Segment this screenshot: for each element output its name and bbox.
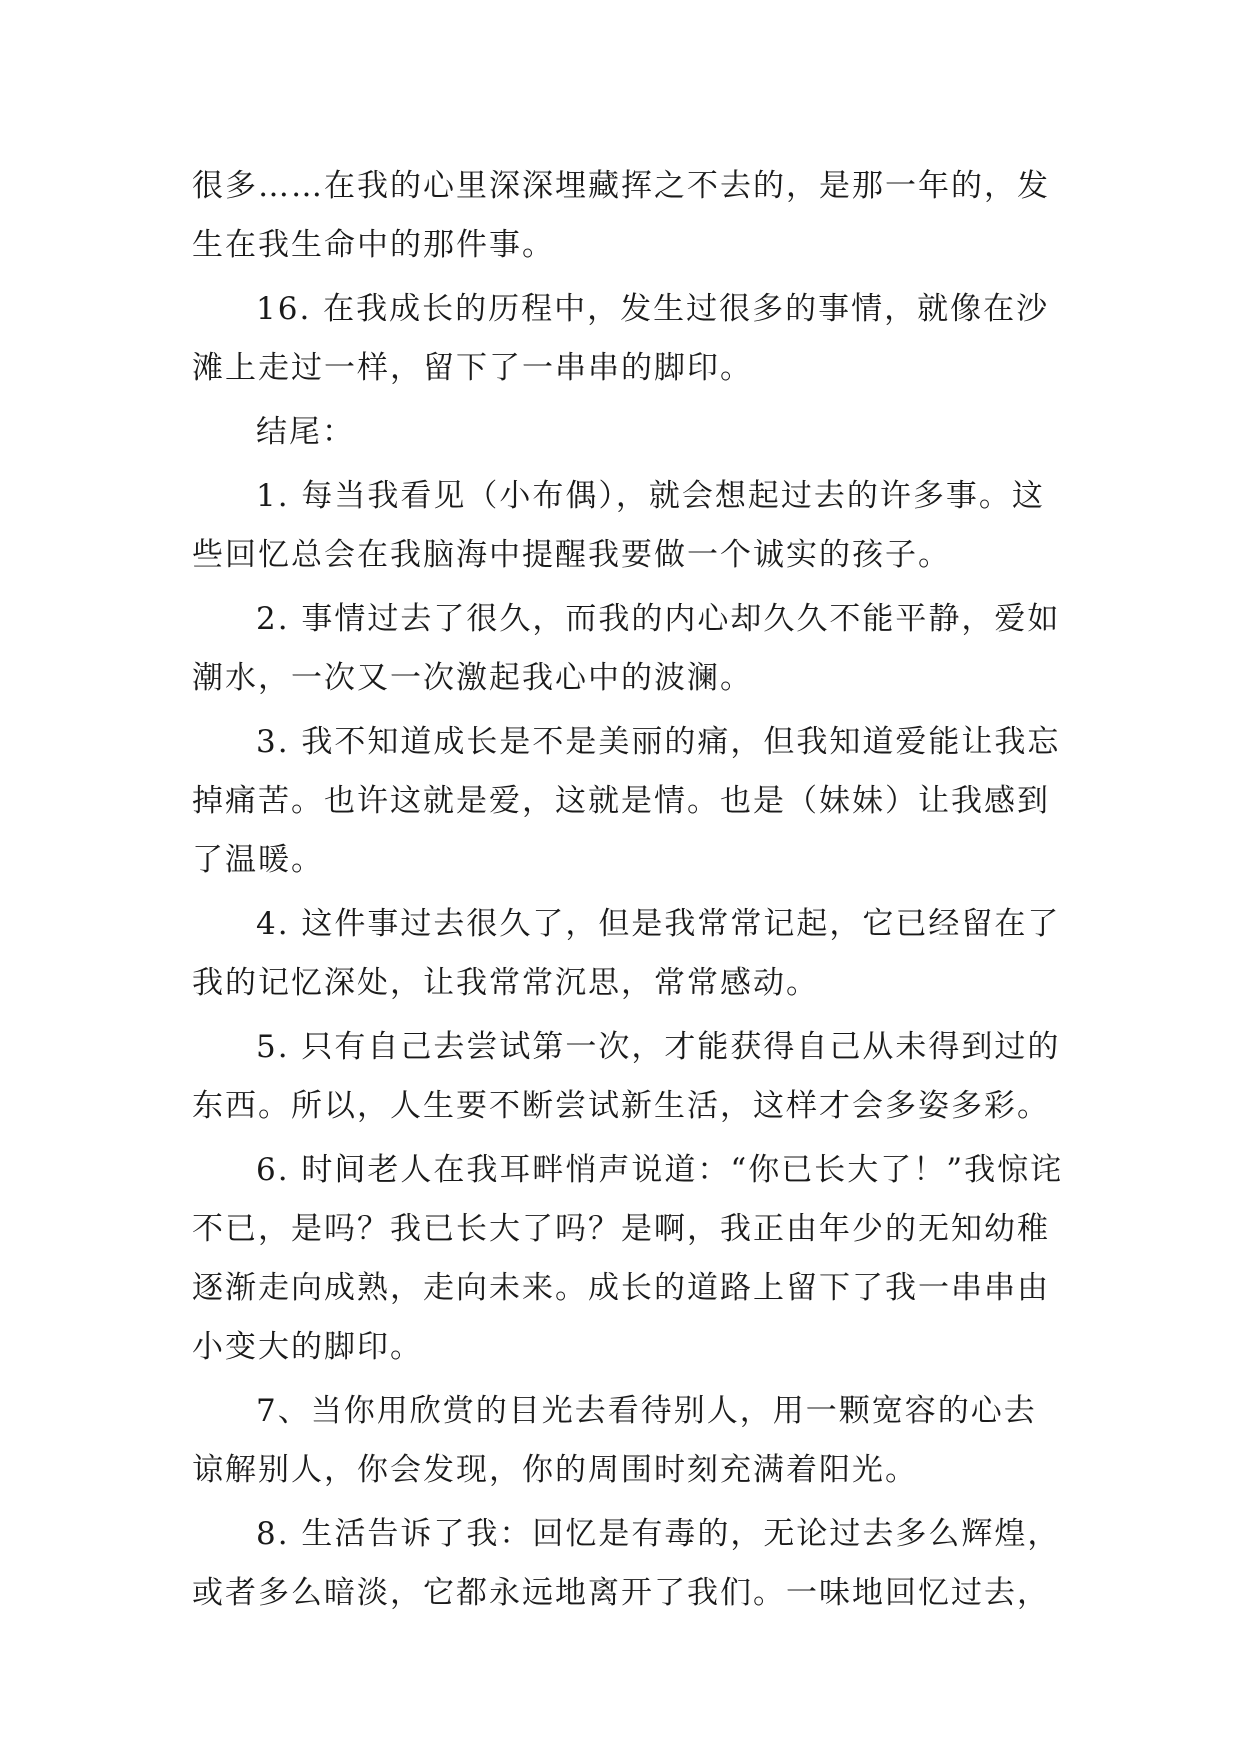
paragraph-2-line: 2. 事情过去了很久，而我的内心却久久不能平静，爱如 <box>256 601 1061 637</box>
paragraph-3-line: 3. 我不知道成长是不是美丽的痛，但我知道爱能让我忘 <box>256 724 1061 760</box>
paragraph-7-line: 7、当你用欣赏的目光去看待别人，用一颗宽容的心去 <box>256 1393 1037 1429</box>
text-line: 很多……在我的心里深深埋藏挥之不去的，是那一年的，发 <box>192 168 1050 204</box>
text-line: 或者多么暗淡，它都永远地离开了我们。一味地回忆过去， <box>192 1575 1050 1611</box>
text-line: 了温暖。 <box>192 842 324 878</box>
section-heading-ending: 结尾： <box>256 414 355 450</box>
text-line: 不已，是吗？我已长大了吗？是啊，我正由年少的无知幼稚 <box>192 1211 1050 1247</box>
text-line: 逐渐走向成熟，走向未来。成长的道路上留下了我一串串由 <box>192 1270 1050 1306</box>
paragraph-4-line: 4. 这件事过去很久了，但是我常常记起，它已经留在了 <box>256 906 1061 942</box>
text-line: 谅解别人，你会发现，你的周围时刻充满着阳光。 <box>192 1452 918 1488</box>
text-line: 小变大的脚印。 <box>192 1329 423 1365</box>
paragraph-6-line: 6. 时间老人在我耳畔悄声说道：“你已长大了！”我惊诧 <box>256 1152 1064 1188</box>
text-line: 生在我生命中的那件事。 <box>192 227 555 263</box>
text-line: 潮水，一次又一次激起我心中的波澜。 <box>192 660 753 696</box>
text-line: 掉痛苦。也许这就是爱，这就是情。也是（妹妹）让我感到 <box>192 783 1050 819</box>
paragraph-8-line: 8. 生活告诉了我：回忆是有毒的，无论过去多么辉煌， <box>256 1516 1061 1552</box>
paragraph-5-line: 5. 只有自己去尝试第一次，才能获得自己从未得到过的 <box>256 1029 1061 1065</box>
paragraph-1-line: 1. 每当我看见（小布偶），就会想起过去的许多事。这 <box>256 478 1045 514</box>
paragraph-16-line: 16. 在我成长的历程中，发生过很多的事情，就像在沙 <box>256 291 1050 327</box>
text-line: 滩上走过一样，留下了一串串的脚印。 <box>192 350 753 386</box>
text-line: 东西。所以，人生要不断尝试新生活，这样才会多姿多彩。 <box>192 1088 1050 1124</box>
text-line: 我的记忆深处，让我常常沉思，常常感动。 <box>192 965 819 1001</box>
document-body <box>192 157 1064 1623</box>
text-line: 些回忆总会在我脑海中提醒我要做一个诚实的孩子。 <box>192 537 951 573</box>
